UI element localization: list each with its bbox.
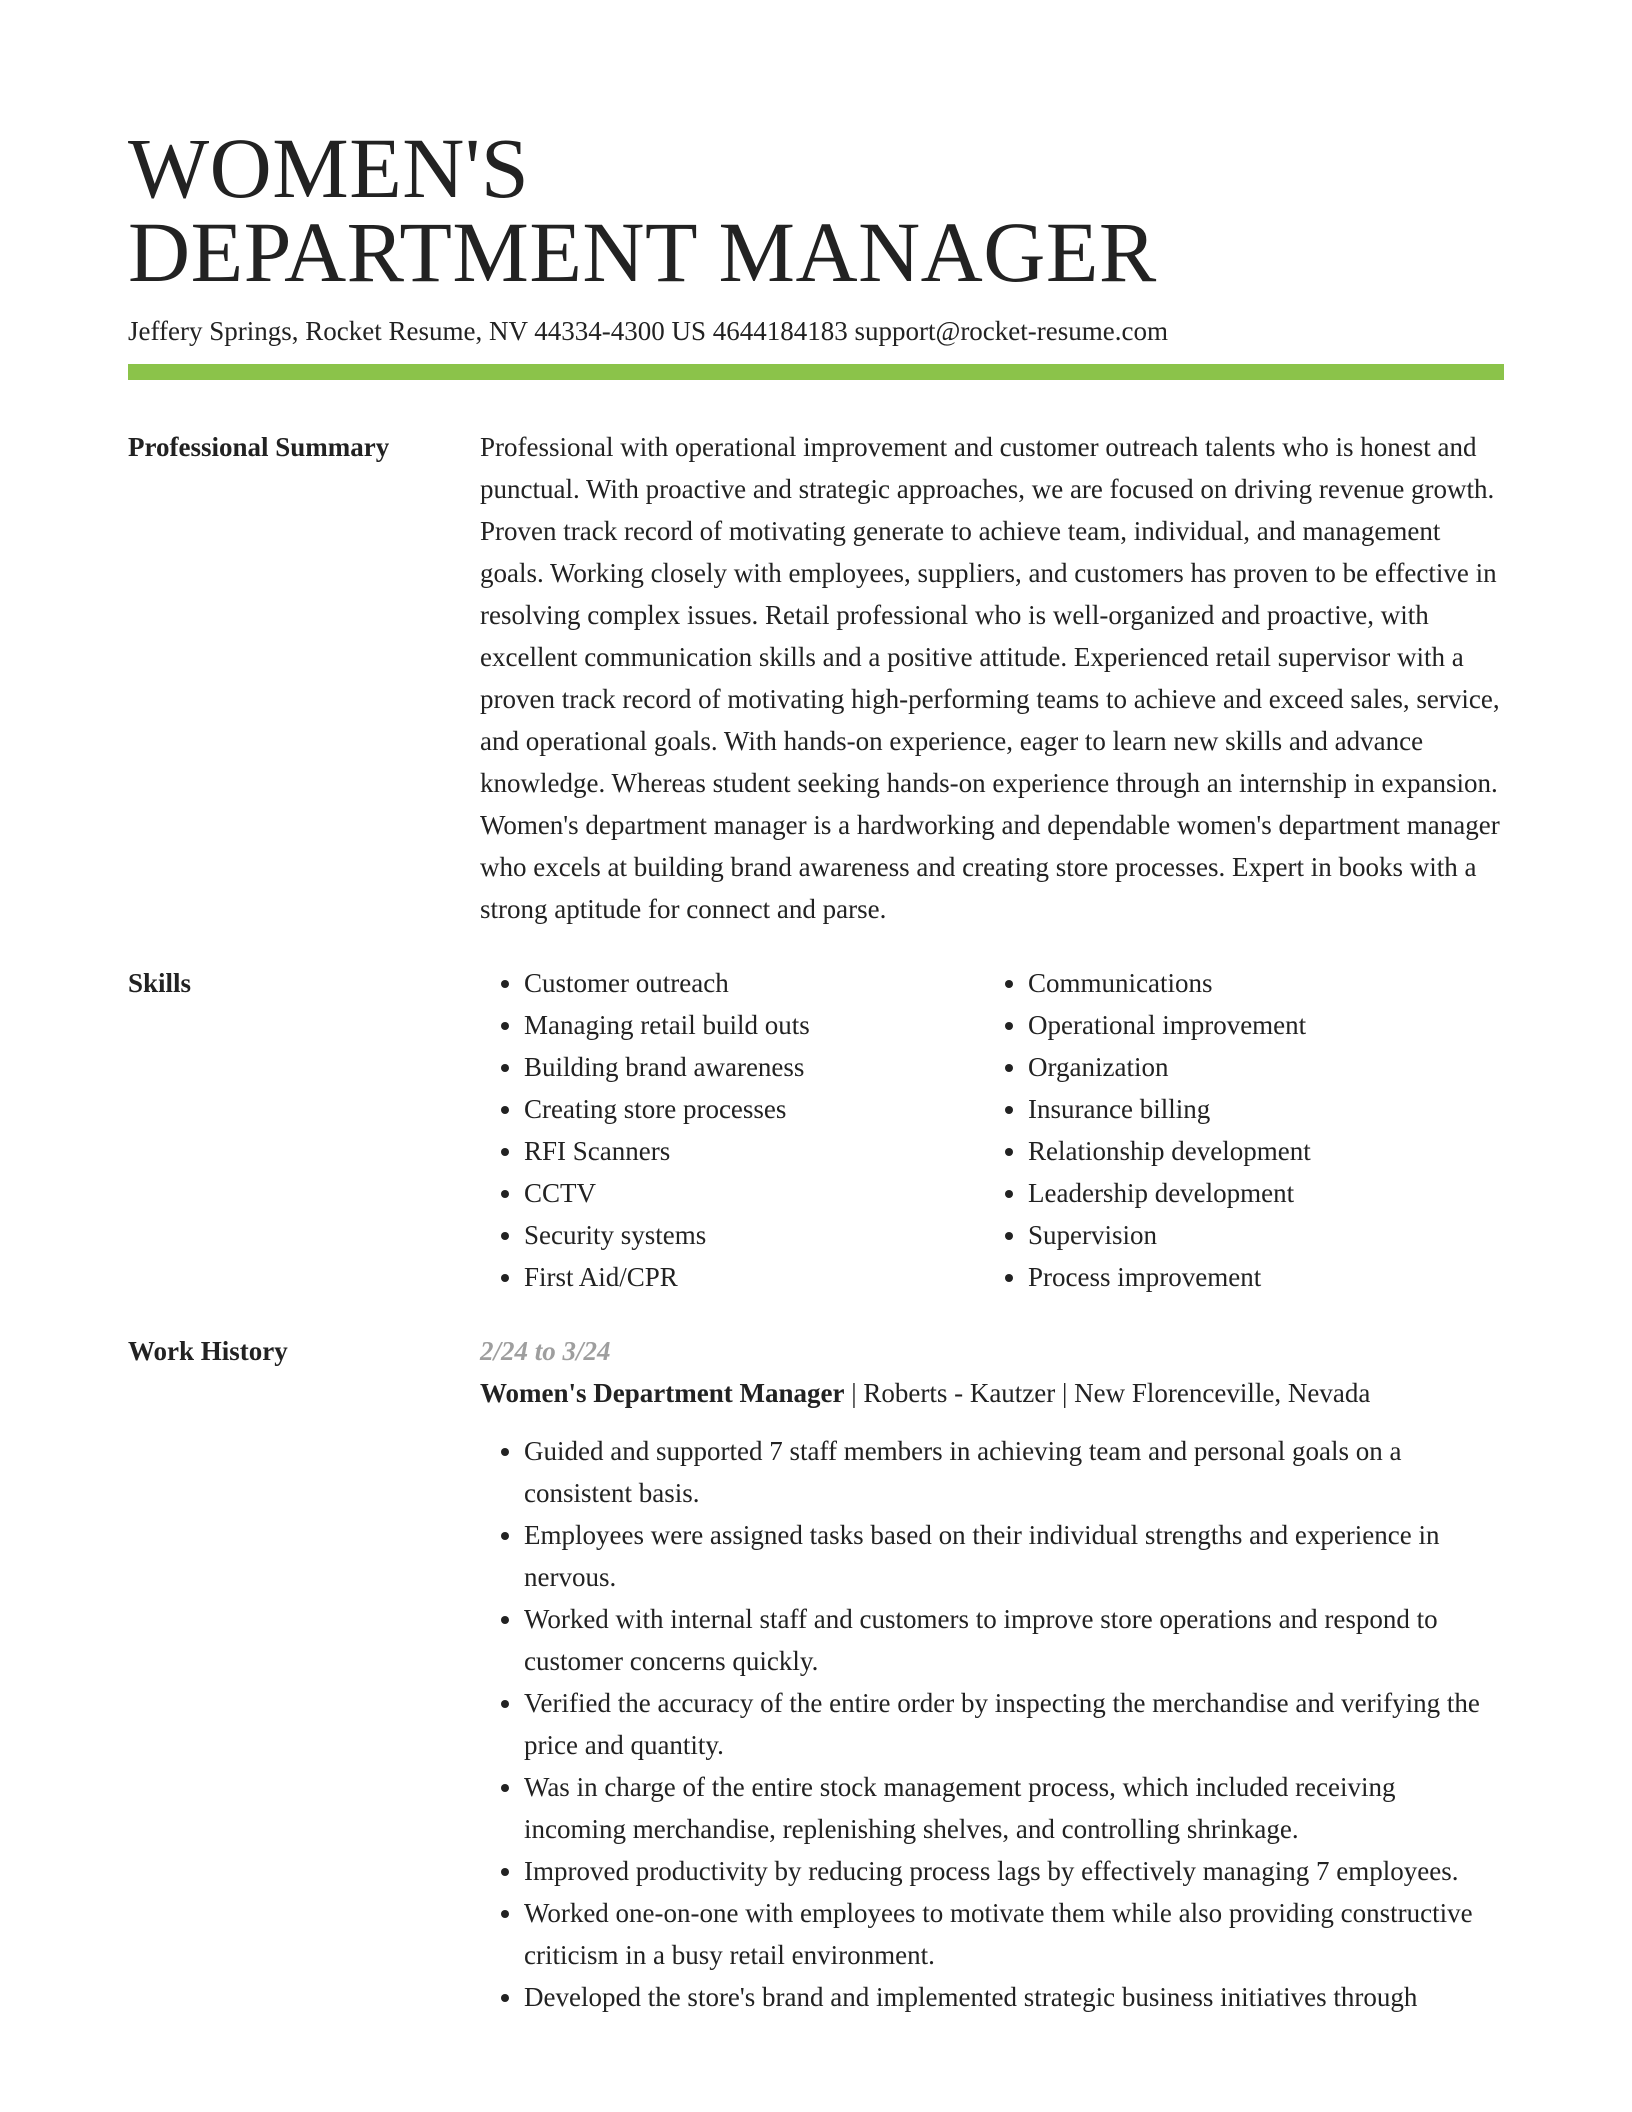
job-company-location: | Roberts - Kautzer | New Florenceville, Nevada [844, 1378, 1371, 1408]
skill-item: • Customer outreach [524, 962, 984, 1004]
skill-item: • Security systems [524, 1214, 984, 1256]
job-bullet: • Worked one-on-one with employees to motivate them while also providing constructive criticism in a busy retail environment. [524, 1892, 1504, 1976]
name-line-1: WOMEN'S [128, 120, 530, 216]
skills-column-2 [984, 962, 1488, 1298]
skill-item: • Relationship development [1028, 1130, 1488, 1172]
job-bullet: • Guided and supported 7 staff members in achieving team and personal goals on a consistent basis. [524, 1430, 1504, 1514]
job-heading [480, 1372, 1504, 1414]
section-label-skills: Skills [128, 968, 192, 998]
professional-summary-section [128, 426, 1504, 930]
skill-item: • Managing retail build outs [524, 1004, 984, 1046]
job-bullets [480, 1430, 1504, 2018]
job-entry [480, 1330, 1504, 2018]
skill-item: • Building brand awareness [524, 1046, 984, 1088]
work-history-body [480, 1330, 1504, 2018]
skills-grid [480, 962, 1504, 1298]
skill-item: • Operational improvement [1028, 1004, 1488, 1046]
section-label-summary: Professional Summary [128, 432, 390, 462]
summary-text: Professional with operational improvement and customer outreach talents who is honest and punctual. With proactive and strategic approaches, we are focused on driving revenue growth. Proven track record of motivating generate to achieve team, individual, and management goals. Working closely with employees, suppliers, and customers has proven to be effective in resolving complex issues. Retail professional who is well-organized and proactive, with excellent communication skills and a positive attitude. Experienced retail supervisor with a proven track record of motivating high-performing teams to achieve and exceed sales, service, and operational goals. With hands-on experience, eager to learn new skills and advance knowledge. Whereas student seeking hands-on experience through an internship in expansion. Women's department manager is a hardworking and dependable women's department manager who excels at building brand awareness and creating store processes. Expert in books with a strong aptitude for connect and parse. [480, 432, 1500, 924]
contact-info: Jeffery Springs, Rocket Resume, NV 44334-4300 US 4644184183 support@rocket-resume.com [128, 316, 1168, 346]
job-bullet: • Was in charge of the entire stock management process, which included receiving incoming merchandise, replenishing shelves, and controlling shrinkage. [524, 1766, 1504, 1850]
skill-item: • Leadership development [1028, 1172, 1488, 1214]
job-dates: 2/24 to 3/24 [480, 1336, 611, 1366]
resume-name [128, 120, 1504, 300]
job-title: Women's Department Manager [480, 1378, 845, 1408]
job-bullet: • Verified the accuracy of the entire order by inspecting the merchandise and verifying the price and quantity. [524, 1682, 1504, 1766]
accent-divider [128, 364, 1504, 380]
skills-body [480, 962, 1504, 1298]
job-bullet: • Employees were assigned tasks based on their individual strengths and experience in nervous. [524, 1514, 1504, 1598]
work-history-section [128, 1330, 1504, 2018]
skill-item: • CCTV [524, 1172, 984, 1214]
skill-item: • Creating store processes [524, 1088, 984, 1130]
job-bullet: • Worked with internal staff and customers to improve store operations and respond to customer concerns quickly. [524, 1598, 1504, 1682]
skill-item: • Supervision [1028, 1214, 1488, 1256]
section-label-work: Work History [128, 1336, 288, 1366]
skill-item: • Process improvement [1028, 1256, 1488, 1298]
skill-item: • Organization [1028, 1046, 1488, 1088]
name-line-2: DEPARTMENT MANAGER [128, 204, 1157, 300]
skill-item: • Communications [1028, 962, 1488, 1004]
skill-item: • RFI Scanners [524, 1130, 984, 1172]
job-bullet: • Improved productivity by reducing process lags by effectively managing 7 employees. [524, 1850, 1504, 1892]
summary-body [480, 426, 1504, 930]
skills-section [128, 962, 1504, 1298]
job-bullet: • Developed the store's brand and implemented strategic business initiatives through [524, 1976, 1504, 2018]
skill-item: • First Aid/CPR [524, 1256, 984, 1298]
skills-column-1 [480, 962, 984, 1298]
skill-item: • Insurance billing [1028, 1088, 1488, 1130]
